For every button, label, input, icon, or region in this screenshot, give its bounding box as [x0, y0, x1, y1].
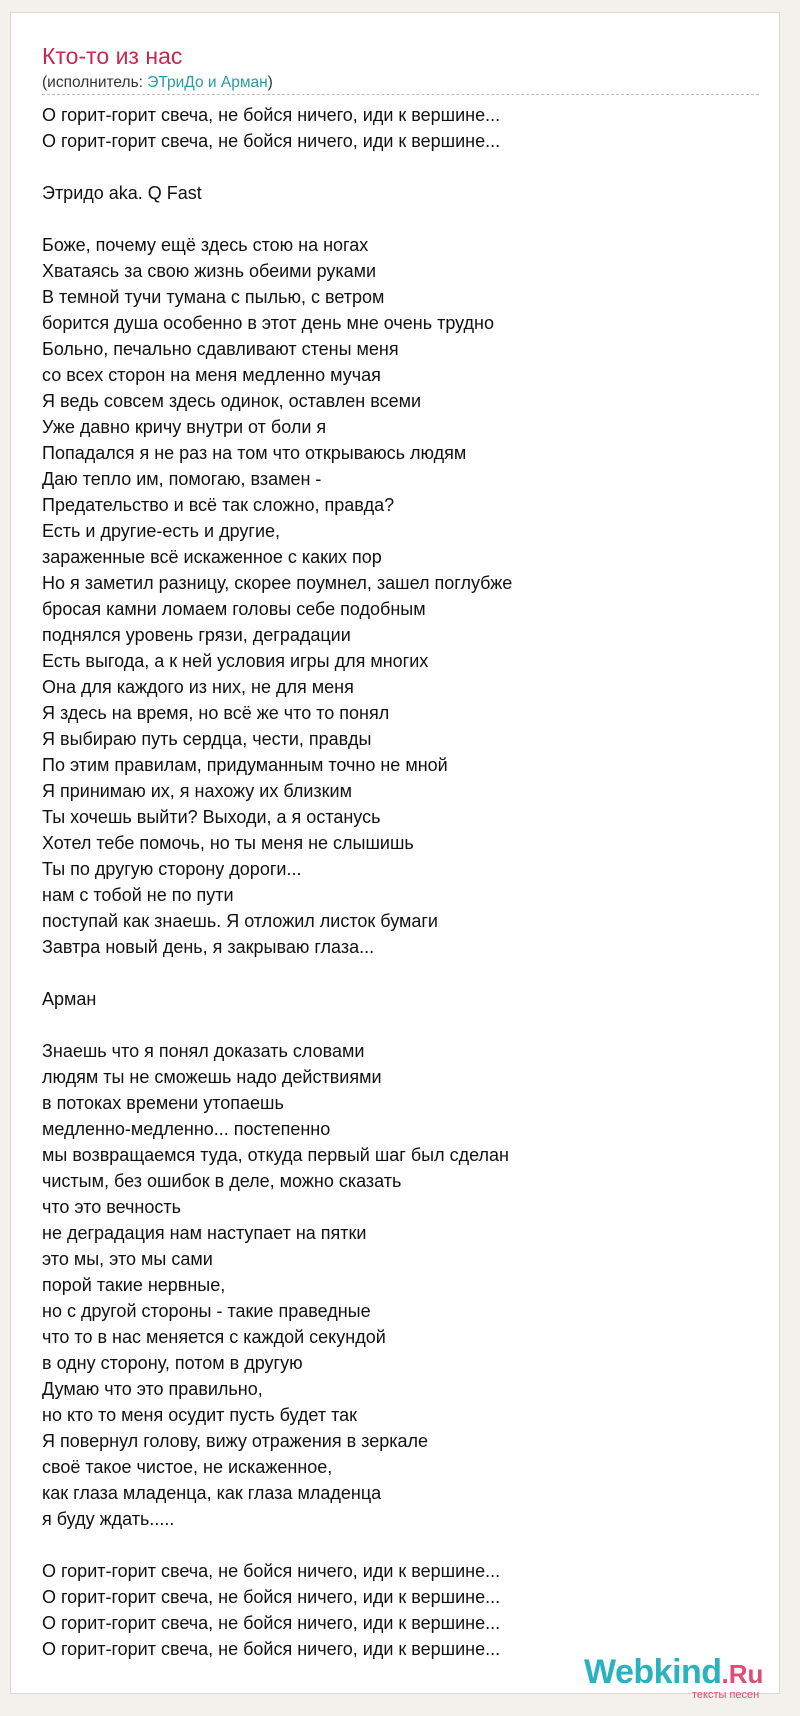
- lyric-line: своё такое чистое, не искаженное,: [42, 1457, 333, 1477]
- lyric-line: что то в нас меняется с каждой секундой: [42, 1327, 386, 1347]
- lyric-line: Знаешь что я понял доказать словами: [42, 1041, 365, 1061]
- lyric-line: нам с тобой не по пути: [42, 885, 234, 905]
- lyric-line: Я повернул голову, вижу отражения в зеркале: [42, 1431, 429, 1451]
- lyric-line: я буду ждать.....: [42, 1509, 175, 1529]
- lyric-line: не деградация нам наступает на пятки: [42, 1223, 367, 1243]
- lyric-line: О горит-горит свеча, не бойся ничего, иди к вершине...: [42, 131, 501, 151]
- lyric-line: Попадался я не раз на том что открываюсь людям: [42, 443, 467, 463]
- lyric-line: мы возвращаемся туда, откуда первый шаг был сделан: [42, 1145, 509, 1165]
- logo-main-text: Webkind: [584, 1653, 722, 1691]
- lyric-line: борится душа особенно в этот день мне очень трудно: [42, 313, 495, 333]
- lyric-line: людям ты не сможешь надо действиями: [42, 1067, 382, 1087]
- site-logo[interactable]: [584, 1653, 764, 1701]
- lyric-line: в потоках времени утопаешь: [42, 1093, 284, 1113]
- lyric-line: О горит-горит свеча, не бойся ничего, иди к вершине...: [42, 105, 501, 125]
- lyric-line: это мы, это мы сами: [42, 1249, 213, 1269]
- lyric-line: Я принимаю их, я нахожу их близким: [42, 781, 352, 801]
- artist-link[interactable]: ЭТриДо и Арман: [147, 74, 268, 91]
- logo-tld-text: .Ru: [721, 1659, 764, 1689]
- lyric-line: О горит-горит свеча, не бойся ничего, иди к вершине...: [42, 1561, 501, 1581]
- lyric-line: Я ведь совсем здесь одинок, оставлен всеми: [42, 391, 422, 411]
- artist-prefix: (исполнитель:: [42, 74, 148, 91]
- lyric-line: что это вечность: [42, 1197, 181, 1217]
- lyric-line: зараженные всё искаженное с каких пор: [42, 547, 382, 567]
- lyric-line: Я выбираю путь сердца, чести, правды: [42, 729, 372, 749]
- lyric-line: но с другой стороны - такие праведные: [42, 1301, 371, 1321]
- lyric-line: Она для каждого из них, не для меня: [42, 677, 354, 697]
- lyric-line: Но я заметил разницу, скорее поумнел, зашел поглубже: [42, 573, 513, 593]
- lyric-line: медленно-медленно... постепенно: [42, 1119, 331, 1139]
- lyric-line: Я здесь на время, но всё же что то понял: [42, 703, 390, 723]
- lyric-line: порой такие нервные,: [42, 1275, 226, 1295]
- lyric-line: поднялся уровень грязи, деградации: [42, 625, 351, 645]
- lyric-line: Ты по другую сторону дороги...: [42, 859, 302, 879]
- lyric-line: Боже, почему ещё здесь стою на ногах: [42, 235, 369, 255]
- artist-line: [42, 74, 273, 92]
- lyric-blank-line: [42, 1532, 512, 1558]
- lyric-line: Есть и другие-есть и другие,: [42, 521, 281, 541]
- lyric-line: бросая камни ломаем головы себе подобным: [42, 599, 426, 619]
- artist-suffix: ): [267, 74, 273, 91]
- lyric-line: Предательство и всё так сложно, правда?: [42, 495, 395, 515]
- lyric-line: В темной тучи тумана с пылью, с ветром: [42, 287, 385, 307]
- lyric-line: Хотел тебе помочь, но ты меня не слышишь: [42, 833, 414, 853]
- lyric-line: О горит-горит свеча, не бойся ничего, иди к вершине...: [42, 1613, 501, 1633]
- lyric-blank-line: [42, 206, 512, 232]
- lyric-line: как глаза младенца, как глаза младенца: [42, 1483, 382, 1503]
- lyric-line: Больно, печально сдавливают стены меня: [42, 339, 399, 359]
- lyric-line: Думаю что это правильно,: [42, 1379, 263, 1399]
- lyric-line: поступай как знаешь. Я отложил листок бумаги: [42, 911, 438, 931]
- lyric-line: Есть выгода, а к ней условия игры для многих: [42, 651, 429, 671]
- lyric-line: По этим правилам, придуманным точно не мной: [42, 755, 448, 775]
- lyric-line: в одну сторону, потом в другую: [42, 1353, 303, 1373]
- lyric-line: О горит-горит свеча, не бойся ничего, иди к вершине...: [42, 1587, 501, 1607]
- lyric-line: Ты хочешь выйти? Выходи, а я останусь: [42, 807, 381, 827]
- lyric-line: Арман: [42, 989, 97, 1009]
- lyrics-text: [42, 102, 512, 1662]
- lyric-line: Уже давно кричу внутри от боли я: [42, 417, 327, 437]
- lyric-line: Даю тепло им, помогаю, взамен -: [42, 469, 322, 489]
- lyric-line: но кто то меня осудит пусть будет так: [42, 1405, 357, 1425]
- lyric-line: со всех сторон на меня медленно мучая: [42, 365, 381, 385]
- song-title: Кто-то из нас: [42, 43, 183, 69]
- lyric-blank-line: [42, 1012, 512, 1038]
- lyric-line: Этридо aka. Q Fast: [42, 183, 202, 203]
- lyric-line: чистым, без ошибок в деле, можно сказать: [42, 1171, 402, 1191]
- lyrics-card: [10, 12, 780, 1701]
- lyric-blank-line: [42, 154, 512, 180]
- lyric-line: Хватаясь за свою жизнь обеими руками: [42, 261, 377, 281]
- logo-subtitle: тексты песен: [692, 1689, 760, 1701]
- lyric-line: Завтра новый день, я закрываю глаза...: [42, 937, 375, 957]
- lyric-blank-line: [42, 960, 512, 986]
- lyric-line: О горит-горит свеча, не бойся ничего, иди к вершине...: [42, 1639, 501, 1659]
- header-divider: [42, 94, 759, 95]
